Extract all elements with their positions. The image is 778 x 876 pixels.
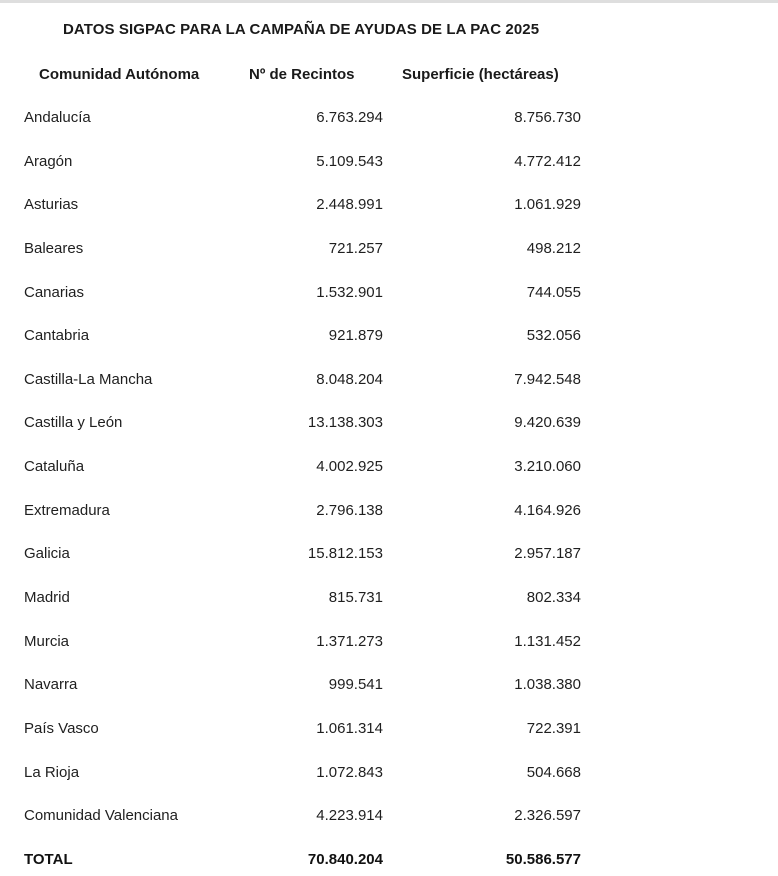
table-row: [0, 359, 778, 403]
table-row: [0, 752, 778, 796]
plots-cell: 2.796.138: [316, 501, 383, 519]
table-row: [0, 533, 778, 577]
area-cell: 532.056: [526, 327, 581, 345]
region-cell: Cantabria: [24, 327, 90, 345]
area-cell: 1.038.380: [514, 676, 581, 694]
plots-cell: 5.109.543: [316, 152, 383, 170]
plots-cell: 721.257: [328, 239, 383, 257]
area-cell: 7.942.548: [514, 370, 581, 388]
plots-cell: 2.448.991: [316, 196, 383, 214]
area-cell: 4.772.412: [514, 152, 581, 170]
region-cell: Extremadura: [24, 501, 110, 519]
table-row: [0, 315, 778, 359]
table-row: [0, 577, 778, 621]
plots-cell: 13.138.303: [307, 414, 383, 432]
region-cell: País Vasco: [24, 719, 99, 737]
column-header-region: Comunidad Autónoma: [39, 66, 200, 83]
total-row: [0, 840, 778, 876]
plots-cell: 1.532.901: [316, 283, 383, 301]
region-cell: Canarias: [24, 283, 85, 301]
plots-cell: 1.371.273: [316, 632, 383, 650]
region-cell: Asturias: [24, 196, 79, 214]
region-cell: Comunidad Valenciana: [24, 807, 178, 825]
table-row: [0, 621, 778, 665]
total-area: 50.586.577: [505, 851, 581, 868]
plots-cell: 4.002.925: [316, 458, 383, 476]
plots-cell: 4.223.914: [316, 807, 383, 825]
table-row: [0, 490, 778, 534]
area-cell: 9.420.639: [514, 414, 581, 432]
area-cell: 722.391: [526, 719, 581, 737]
plots-cell: 999.541: [328, 676, 383, 694]
area-cell: 2.957.187: [514, 545, 581, 563]
total-plots: 70.840.204: [307, 851, 383, 868]
area-cell: 3.210.060: [514, 458, 581, 476]
table-row: [0, 184, 778, 228]
region-cell: Murcia: [24, 632, 70, 650]
region-cell: Navarra: [24, 676, 78, 694]
table-title: DATOS SIGPAC PARA LA CAMPAÑA DE AYUDAS DE LA PAC 2025: [63, 21, 540, 38]
column-header-area: Superficie (hectáreas): [402, 66, 559, 83]
plots-cell: 1.072.843: [316, 763, 383, 781]
area-cell: 802.334: [526, 589, 581, 607]
region-cell: Aragón: [24, 152, 73, 170]
plots-cell: 8.048.204: [316, 370, 383, 388]
area-cell: 498.212: [526, 239, 581, 257]
table-row: [0, 228, 778, 272]
plots-cell: 815.731: [328, 589, 383, 607]
region-cell: Galicia: [24, 545, 70, 563]
plots-cell: 6.763.294: [316, 109, 383, 126]
table-row: [0, 141, 778, 185]
area-cell: 504.668: [526, 763, 581, 781]
area-cell: 1.131.452: [514, 632, 581, 650]
table-row: [0, 795, 778, 839]
table-row: [0, 664, 778, 708]
area-cell: 8.756.730: [514, 109, 581, 126]
column-header-plots: Nº de Recintos: [249, 66, 355, 83]
region-cell: Castilla-La Mancha: [24, 370, 153, 388]
table-row: [0, 446, 778, 490]
region-cell: Andalucía: [24, 109, 91, 126]
plots-cell: 921.879: [328, 327, 383, 345]
area-cell: 1.061.929: [514, 196, 581, 214]
region-cell: Cataluña: [24, 458, 85, 476]
region-cell: Castilla y León: [24, 414, 123, 432]
area-cell: 744.055: [526, 283, 581, 301]
area-cell: 2.326.597: [514, 807, 581, 825]
area-cell: 4.164.926: [514, 501, 581, 519]
plots-cell: 1.061.314: [316, 719, 383, 737]
total-label: TOTAL: [24, 851, 73, 868]
plots-cell: 15.812.153: [307, 545, 383, 563]
table-row: [0, 708, 778, 752]
table-row: [0, 97, 778, 141]
region-cell: Madrid: [24, 589, 70, 607]
table-body: [0, 97, 778, 839]
region-cell: Baleares: [24, 239, 84, 257]
table-row: [0, 272, 778, 316]
table-row: [0, 402, 778, 446]
region-cell: La Rioja: [24, 763, 80, 781]
top-divider: [0, 0, 778, 3]
